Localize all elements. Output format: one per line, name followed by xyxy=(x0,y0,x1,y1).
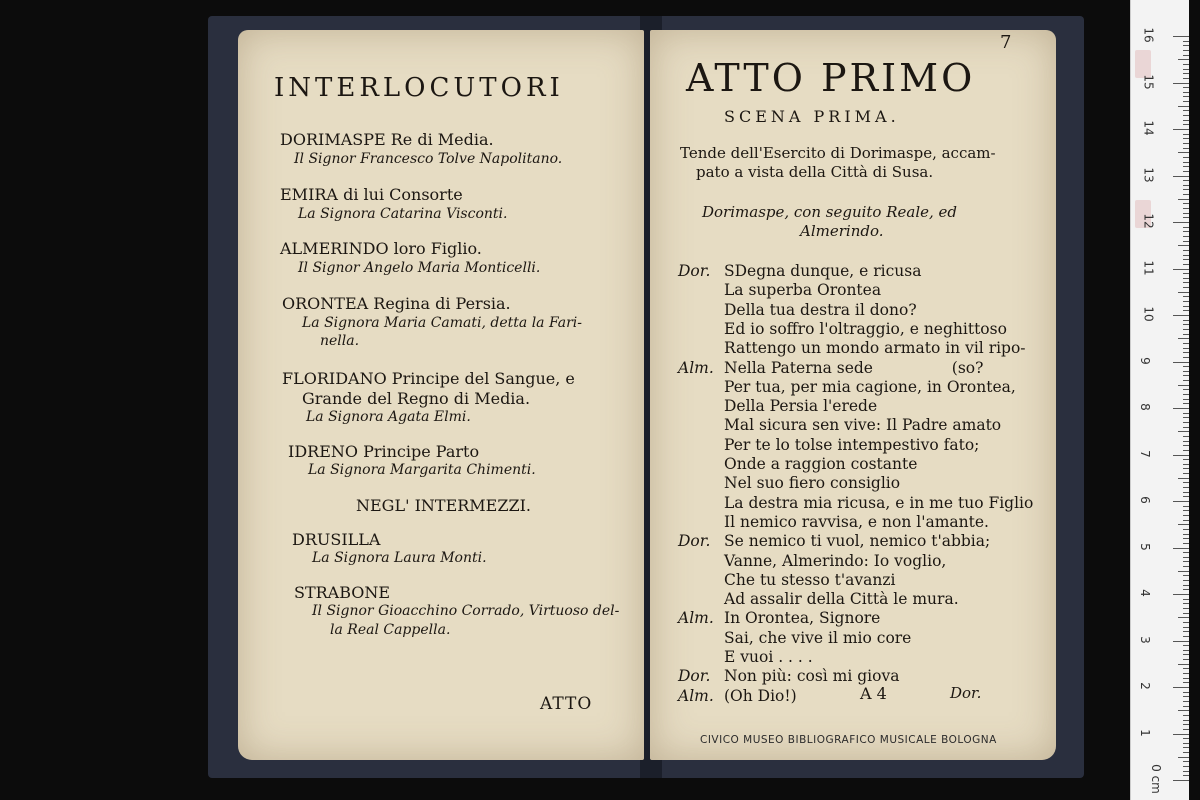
ruler-minor-tick xyxy=(1183,380,1189,381)
ruler-minor-tick xyxy=(1183,427,1189,428)
ruler-minor-tick xyxy=(1183,329,1189,330)
ruler-minor-tick xyxy=(1183,650,1189,651)
verse-text: La superba Orontea xyxy=(724,281,882,300)
ruler-minor-tick xyxy=(1183,575,1189,576)
ruler-minor-tick xyxy=(1183,417,1189,418)
ruler-minor-tick xyxy=(1183,92,1189,93)
ruler-minor-tick xyxy=(1183,343,1189,344)
ruler-minor-tick xyxy=(1178,524,1189,525)
verse-text: Sai, che vive il mio core xyxy=(724,628,912,647)
ruler-minor-tick xyxy=(1183,134,1189,135)
ruler-minor-tick xyxy=(1183,678,1189,679)
ruler-minor-tick xyxy=(1183,603,1189,604)
ruler-label: 12 xyxy=(1141,213,1156,229)
actor-name: La Signora Laura Monti. xyxy=(312,550,487,566)
character-name: STRABONE xyxy=(294,583,391,602)
ruler-minor-tick xyxy=(1183,78,1189,79)
ruler-tick xyxy=(1173,641,1189,642)
ruler-minor-tick xyxy=(1183,375,1189,376)
ruler-minor-tick xyxy=(1183,413,1189,414)
ruler-minor-tick xyxy=(1183,464,1189,465)
ruler-minor-tick xyxy=(1183,738,1189,739)
ruler-minor-tick xyxy=(1183,701,1189,702)
ruler-minor-tick xyxy=(1178,385,1189,386)
ruler-minor-tick xyxy=(1183,566,1189,567)
dialogue-line xyxy=(678,494,1033,512)
ruler-minor-tick xyxy=(1183,487,1189,488)
verse-text: Non più: così mi giova xyxy=(724,667,900,686)
ruler-tick xyxy=(1173,548,1189,549)
actor-name-continued: nella. xyxy=(320,333,360,349)
actor-name: La Signora Catarina Visconti. xyxy=(298,206,508,222)
ruler-minor-tick xyxy=(1183,301,1189,302)
actor-name: La Signora Agata Elmi. xyxy=(306,409,471,425)
ruler-minor-tick xyxy=(1183,520,1189,521)
ruler-minor-tick xyxy=(1178,431,1189,432)
ruler-minor-tick xyxy=(1183,227,1189,228)
ruler-minor-tick xyxy=(1183,287,1189,288)
ruler-minor-tick xyxy=(1183,631,1189,632)
dialogue-line xyxy=(678,532,990,550)
ruler-minor-tick xyxy=(1183,761,1189,762)
ruler-tick xyxy=(1173,455,1189,456)
ruler-label: 8 xyxy=(1137,403,1152,411)
ruler-tick xyxy=(1173,83,1189,84)
ruler-minor-tick xyxy=(1183,259,1189,260)
ruler-minor-tick xyxy=(1183,273,1189,274)
ruler-minor-tick xyxy=(1183,506,1189,507)
ruler-tick xyxy=(1173,315,1189,316)
ruler-minor-tick xyxy=(1183,747,1189,748)
actor-name: Il Signor Gioacchino Corrado, Virtuoso del- xyxy=(312,603,620,619)
ruler-minor-tick xyxy=(1183,96,1189,97)
ruler-minor-tick xyxy=(1183,115,1189,116)
character-name: ALMERINDO loro Figlio. xyxy=(280,239,482,258)
ruler-label: 13 xyxy=(1141,166,1156,183)
ruler-minor-tick xyxy=(1183,729,1189,730)
verse-text: Ed io soffro l'oltraggio, e neghittoso xyxy=(724,319,1007,338)
ruler-label: 10 xyxy=(1141,306,1156,322)
ruler-tick xyxy=(1173,362,1189,363)
ruler-minor-tick xyxy=(1183,696,1189,697)
dialogue-line xyxy=(678,320,1007,338)
dialogue-line xyxy=(678,378,1016,396)
ruler-minor-tick xyxy=(1183,441,1189,442)
ruler-minor-tick xyxy=(1183,482,1189,483)
ruler-minor-tick xyxy=(1183,775,1189,776)
dialogue-line xyxy=(678,474,900,492)
ruler-minor-tick xyxy=(1183,348,1189,349)
ruler-minor-tick xyxy=(1183,627,1189,628)
ruler-minor-tick xyxy=(1183,231,1189,232)
ruler-minor-tick xyxy=(1178,617,1189,618)
ruler-minor-tick xyxy=(1183,334,1189,335)
character-name: DORIMASPE Re di Media. xyxy=(280,130,494,149)
ruler-minor-tick xyxy=(1183,371,1189,372)
ruler-minor-tick xyxy=(1183,557,1189,558)
ruler-minor-tick xyxy=(1183,296,1189,297)
actor-name-continued: la Real Cappella. xyxy=(330,622,451,638)
ruler-tick xyxy=(1173,408,1189,409)
verse-text: Il nemico ravvisa, e non l'amante. xyxy=(724,512,989,531)
verse-text: Della tua destra il dono? xyxy=(724,300,917,319)
speaker-label: Dor. xyxy=(678,262,711,280)
dialogue-line xyxy=(678,281,881,299)
act-title: ATTO PRIMO xyxy=(686,56,976,100)
verse-text: Per te lo tolse intempestivo fato; xyxy=(724,435,980,454)
ruler-minor-tick xyxy=(1183,645,1189,646)
ruler-minor-tick xyxy=(1183,45,1189,46)
left-page xyxy=(238,30,644,760)
actor-name: Il Signor Francesco Tolve Napolitano. xyxy=(294,151,563,167)
ruler-minor-tick xyxy=(1178,106,1189,107)
ruler-minor-tick xyxy=(1183,682,1189,683)
verse-text: Nella Paterna sede (so? xyxy=(724,358,984,377)
ruler-minor-tick xyxy=(1178,710,1189,711)
ruler-minor-tick xyxy=(1183,450,1189,451)
ruler-label: 7 xyxy=(1137,449,1152,458)
ruler-minor-tick xyxy=(1183,496,1189,497)
ruler-minor-tick xyxy=(1183,599,1189,600)
scene-heading: SCENA PRIMA. xyxy=(724,107,900,126)
speaker-label: Dor. xyxy=(678,532,711,551)
ruler-minor-tick xyxy=(1183,241,1189,242)
dialogue-line xyxy=(678,416,1001,434)
dialogue-line xyxy=(678,436,979,454)
ruler-minor-tick xyxy=(1183,589,1189,590)
ruler-minor-tick xyxy=(1178,664,1189,665)
ruler-minor-tick xyxy=(1183,324,1189,325)
ruler-tick xyxy=(1173,129,1189,130)
ruler-label: 0 cm xyxy=(1148,764,1163,794)
ruler-label: 5 xyxy=(1137,542,1152,551)
ruler-minor-tick xyxy=(1183,668,1189,669)
verse-text: Nel suo fiero consiglio xyxy=(724,474,901,493)
ruler-minor-tick xyxy=(1183,445,1189,446)
ruler-minor-tick xyxy=(1183,189,1189,190)
right-page xyxy=(650,30,1056,760)
ruler-tick xyxy=(1173,734,1189,735)
actor-name: La Signora Maria Camati, detta la Fari- xyxy=(302,315,582,331)
ruler-minor-tick xyxy=(1183,636,1189,637)
stage-setting: Tende dell'Esercito di Dorimaspe, accam- xyxy=(680,144,996,162)
ruler-minor-tick xyxy=(1183,50,1189,51)
stage-setting: pato a vista della Città di Susa. xyxy=(696,163,934,181)
ruler-minor-tick xyxy=(1183,771,1189,772)
verse-text: In Orontea, Signore xyxy=(724,609,881,628)
dialogue-line xyxy=(678,687,797,705)
ruler-label: 1 xyxy=(1137,728,1152,737)
verse-text: Rattengo un mondo armato in vil ripo- xyxy=(724,339,1026,358)
ruler-label: 14 xyxy=(1141,120,1156,136)
ruler-tick xyxy=(1173,222,1189,223)
speaker-label: Alm. xyxy=(678,686,714,705)
ruler-minor-tick xyxy=(1183,613,1189,614)
dialogue-line xyxy=(678,397,877,415)
ruler-minor-tick xyxy=(1183,538,1189,539)
intermezzi-heading: NEGL' INTERMEZZI. xyxy=(356,496,531,515)
ruler-label: 6 xyxy=(1137,496,1152,504)
dialogue-line xyxy=(678,667,899,685)
character-name: EMIRA di lui Consorte xyxy=(280,185,463,204)
ruler-minor-tick xyxy=(1183,608,1189,609)
ruler-minor-tick xyxy=(1183,217,1189,218)
dialogue-line xyxy=(678,455,917,473)
ruler-label: 2 xyxy=(1137,682,1152,690)
dialogue-line xyxy=(678,301,917,319)
dialogue-line xyxy=(678,609,880,627)
ruler-label: 3 xyxy=(1137,635,1152,644)
ruler-minor-tick xyxy=(1183,250,1189,251)
ruler-minor-tick xyxy=(1183,654,1189,655)
speaker-label: Alm. xyxy=(678,358,714,377)
character-name: DRUSILLA xyxy=(292,530,381,549)
verse-text: Se nemico ti vuol, nemico t'abbia; xyxy=(724,532,991,551)
verse-text: La destra mia ricusa, e in me tuo Figlio xyxy=(724,493,1034,512)
ruler-minor-tick xyxy=(1183,706,1189,707)
ruler-minor-tick xyxy=(1183,208,1189,209)
verse-text: Mal sicura sen vive: Il Padre amato xyxy=(724,416,1002,435)
ruler-minor-tick xyxy=(1178,571,1189,572)
ruler-minor-tick xyxy=(1183,101,1189,102)
ruler-minor-tick xyxy=(1183,138,1189,139)
ruler-minor-tick xyxy=(1183,69,1189,70)
ruler-minor-tick xyxy=(1183,352,1189,353)
dialogue-line xyxy=(678,629,911,647)
ruler-minor-tick xyxy=(1183,162,1189,163)
persons-on-stage: Dorimaspe, con seguito Reale, ed xyxy=(702,203,958,221)
ruler-label: 4 xyxy=(1137,589,1152,597)
ruler-minor-tick xyxy=(1183,166,1189,167)
ruler-minor-tick xyxy=(1183,282,1189,283)
speaker-label: Dor. xyxy=(678,667,711,686)
character-name-continued: Grande del Regno di Media. xyxy=(302,389,531,408)
ruler-tick xyxy=(1173,687,1189,688)
dialogue-line xyxy=(678,339,1026,357)
dialogue-line xyxy=(678,590,959,608)
ruler-minor-tick xyxy=(1183,766,1189,767)
ruler-minor-tick xyxy=(1183,278,1189,279)
ruler-minor-tick xyxy=(1183,403,1189,404)
ruler-minor-tick xyxy=(1183,492,1189,493)
ruler-minor-tick xyxy=(1183,143,1189,144)
interlocutori-heading: INTERLOCUTORI xyxy=(274,73,564,103)
ruler-minor-tick xyxy=(1183,213,1189,214)
ruler-minor-tick xyxy=(1178,152,1189,153)
character-name: IDRENO Principe Parto xyxy=(288,442,480,461)
ruler-minor-tick xyxy=(1183,110,1189,111)
ruler-minor-tick xyxy=(1183,459,1189,460)
ruler-minor-tick xyxy=(1178,478,1189,479)
character-name: FLORIDANO Principe del Sangue, e xyxy=(282,369,575,388)
signature-mark: A 4 xyxy=(860,684,887,703)
ruler-minor-tick xyxy=(1183,622,1189,623)
dialogue-line xyxy=(678,571,895,589)
ruler-minor-tick xyxy=(1183,743,1189,744)
ruler-minor-tick xyxy=(1183,534,1189,535)
catchword: ATTO xyxy=(540,694,593,714)
ruler-minor-tick xyxy=(1183,389,1189,390)
ruler-minor-tick xyxy=(1183,171,1189,172)
catchword: Dor. xyxy=(950,684,982,702)
verse-text: E vuoi . . . . xyxy=(724,648,813,666)
ruler-minor-tick xyxy=(1183,580,1189,581)
ruler-minor-tick xyxy=(1183,552,1189,553)
measurement-ruler xyxy=(1130,0,1189,800)
ruler-tick xyxy=(1173,501,1189,502)
ruler-minor-tick xyxy=(1183,752,1189,753)
ruler-tick xyxy=(1173,594,1189,595)
ruler-minor-tick xyxy=(1183,64,1189,65)
character-name: ORONTEA Regina di Persia. xyxy=(282,294,511,313)
ruler-label: 15 xyxy=(1141,73,1156,90)
ruler-minor-tick xyxy=(1183,55,1189,56)
ruler-tick xyxy=(1173,780,1189,781)
verse-text: SDegna dunque, e ricusa xyxy=(724,262,922,280)
ruler-minor-tick xyxy=(1178,245,1189,246)
ruler-minor-tick xyxy=(1183,203,1189,204)
speaker-label: Alm. xyxy=(678,609,714,628)
ruler-minor-tick xyxy=(1183,510,1189,511)
ruler-minor-tick xyxy=(1183,659,1189,660)
ruler-minor-tick xyxy=(1183,306,1189,307)
ruler-tick xyxy=(1173,176,1189,177)
ruler-minor-tick xyxy=(1183,357,1189,358)
ruler-minor-tick xyxy=(1183,194,1189,195)
ruler-minor-tick xyxy=(1183,515,1189,516)
verse-text: Della Persia l'erede xyxy=(724,397,878,416)
ruler-minor-tick xyxy=(1183,473,1189,474)
ruler-minor-tick xyxy=(1178,199,1189,200)
ruler-minor-tick xyxy=(1183,543,1189,544)
ruler-minor-tick xyxy=(1183,264,1189,265)
ruler-minor-tick xyxy=(1183,529,1189,530)
ruler-minor-tick xyxy=(1183,41,1189,42)
verse-text: Onde a raggion costante xyxy=(724,455,918,473)
ruler-minor-tick xyxy=(1183,561,1189,562)
dialogue-line xyxy=(678,552,946,570)
ruler-minor-tick xyxy=(1183,124,1189,125)
ruler-minor-tick xyxy=(1183,320,1189,321)
ruler-minor-tick xyxy=(1183,366,1189,367)
verse-text: Per tua, per mia cagione, in Orontea, xyxy=(724,377,1016,396)
dialogue-line xyxy=(678,262,921,280)
ruler-minor-tick xyxy=(1183,73,1189,74)
ruler-label: 16 xyxy=(1141,27,1156,43)
ruler-minor-tick xyxy=(1178,292,1189,293)
ruler-minor-tick xyxy=(1178,757,1189,758)
ruler-minor-tick xyxy=(1183,715,1189,716)
dialogue-line xyxy=(678,359,983,377)
verse-text: (Oh Dio!) xyxy=(724,686,797,705)
actor-name: Il Signor Angelo Maria Monticelli. xyxy=(298,260,541,276)
ruler-minor-tick xyxy=(1183,720,1189,721)
verse-text: Vanne, Almerindo: Io voglio, xyxy=(724,551,947,570)
ruler-minor-tick xyxy=(1183,255,1189,256)
ruler-label: 11 xyxy=(1141,259,1156,276)
ruler-minor-tick xyxy=(1178,59,1189,60)
ruler-tick xyxy=(1173,269,1189,270)
ruler-minor-tick xyxy=(1183,180,1189,181)
ruler-minor-tick xyxy=(1183,585,1189,586)
actor-name: La Signora Margarita Chimenti. xyxy=(308,462,536,478)
ruler-tick xyxy=(1173,36,1189,37)
ruler-minor-tick xyxy=(1183,236,1189,237)
ruler-minor-tick xyxy=(1183,673,1189,674)
ruler-minor-tick xyxy=(1183,310,1189,311)
ruler-minor-tick xyxy=(1183,148,1189,149)
ruler-minor-tick xyxy=(1183,120,1189,121)
library-stamp: CIVICO MUSEO BIBLIOGRAFICO MUSICALE BOLOGNA xyxy=(700,734,997,746)
ruler-minor-tick xyxy=(1183,157,1189,158)
ruler-minor-tick xyxy=(1183,422,1189,423)
ruler-minor-tick xyxy=(1183,87,1189,88)
ruler-minor-tick xyxy=(1183,692,1189,693)
ruler-minor-tick xyxy=(1183,724,1189,725)
ruler-minor-tick xyxy=(1183,436,1189,437)
dialogue-line xyxy=(678,513,989,531)
page-number: 7 xyxy=(1000,32,1012,53)
ruler-minor-tick xyxy=(1183,399,1189,400)
ruler-minor-tick xyxy=(1183,185,1189,186)
persons-on-stage: Almerindo. xyxy=(800,222,884,240)
verse-text: Ad assalir della Città le mura. xyxy=(724,590,959,609)
ruler-minor-tick xyxy=(1178,338,1189,339)
ruler-label: 9 xyxy=(1137,356,1152,365)
verse-text: Che tu stesso t'avanzi xyxy=(724,570,896,589)
ruler-minor-tick xyxy=(1183,394,1189,395)
ruler-minor-tick xyxy=(1183,468,1189,469)
dialogue-line xyxy=(678,648,813,666)
